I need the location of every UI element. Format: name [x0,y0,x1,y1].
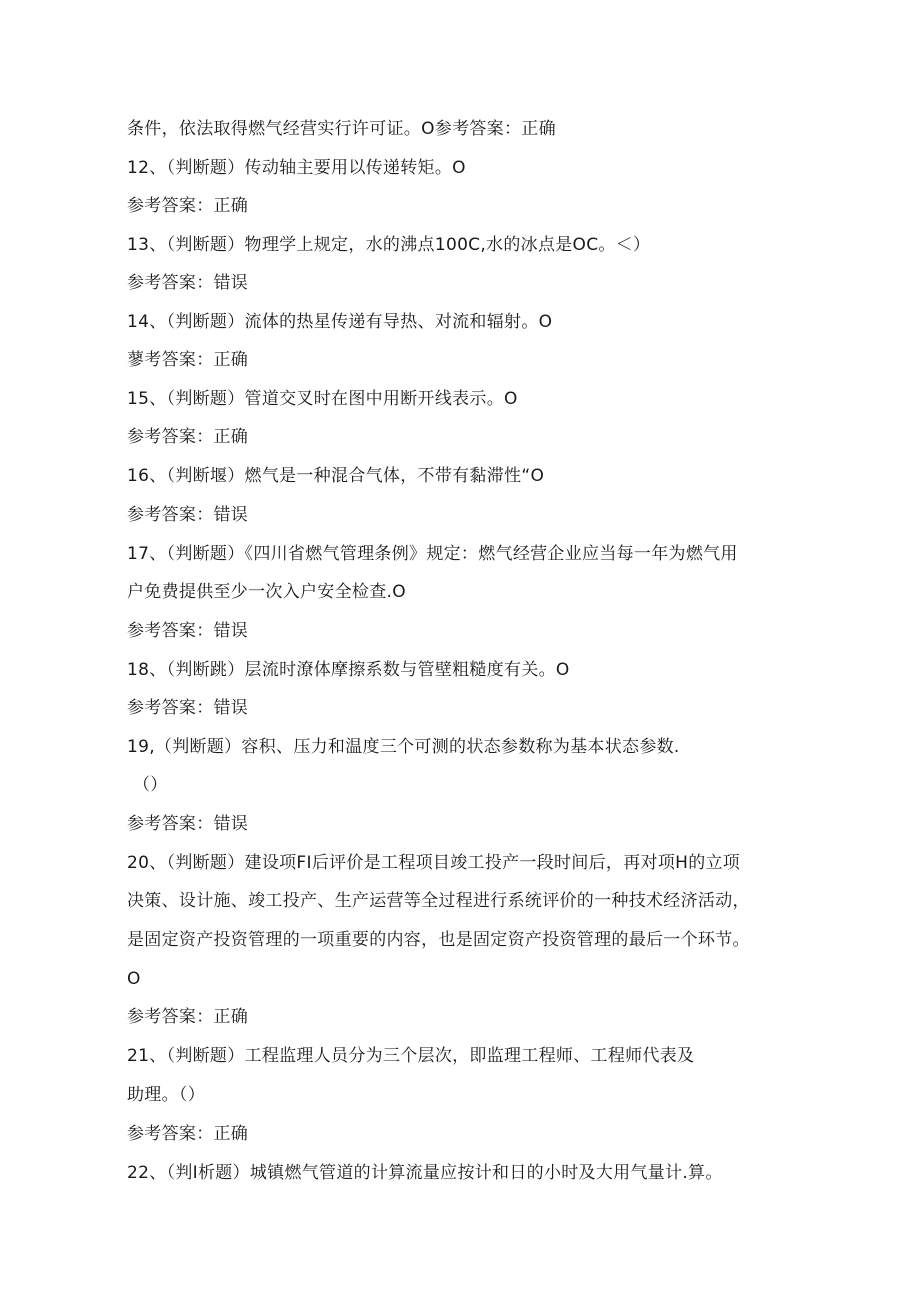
question-20-cont-1: 决策、设计施、竣工投产、生产运营等全过程进行系统评价的一种技术经济活动， [127,891,750,911]
answer-17: 参考答案：错误 [127,621,249,641]
question-17-cont: 户免费提供至少一次入户安全检查.O [127,582,406,602]
question-12: 12、（判断题）传动轴主要用以传递转矩。O [127,158,466,178]
question-16: 16、（判断堰）燃气是一种混合气体，不带有黏滞性“O [127,466,545,486]
answer-16: 参考答案：错误 [127,505,249,525]
question-20-cont-2: 是固定资产投资管理的一项重要的内容，也是固定资产投资管理的最后一个环节。 [127,930,750,950]
text-line: 条件，依法取得燃气经营实行许可证。O参考答案：正确 [127,119,556,139]
answer-19: 参考答案：错误 [127,814,249,834]
question-20: 20、（判断题）建设项FI后评价是工程项目竣工投产一段时间后，再对项H的立项 [127,853,741,873]
question-19-cont: （） [133,775,168,795]
answer-21: 参考答案：正确 [127,1124,249,1144]
question-21-cont: 助理。（） [127,1085,205,1105]
answer-13: 参考答案：错误 [127,273,249,293]
question-18: 18、（判断跳）层流时潦体摩擦系数与管壁粗糙度有关。O [127,660,570,680]
question-20-cont-3: O [127,969,141,989]
question-15: 15、（判断题）管道交叉时在图中用断开线表示。O [127,389,518,409]
answer-12: 参考答案：正确 [127,196,249,216]
question-14: 14、（判断题）流体的热星传递有导热、对流和辐射。O [127,312,553,332]
answer-15: 参考答案：正确 [127,427,249,447]
question-21: 21、（判断题）工程监理人员分为三个层次，即监理工程师、工程师代表及 [127,1046,695,1066]
question-17: 17、（判断题）《四川省燃气管理条例》规定：燃气经营企业应当每一年为燃气用 [127,544,738,564]
answer-14: 蓼考答案：正确 [127,350,249,370]
answer-20: 参考答案：正确 [127,1007,249,1027]
answer-18: 参考答案：错误 [127,698,249,718]
question-22: 22、（判I析题）城镇燃气管道的计算流量应按计和日的小时及大用气量计.算。 [127,1163,723,1183]
question-19: 19,（判断题）容积、压力和温度三个可测的状态参数称为基本状态参数. [127,737,680,757]
question-13: 13、（判断题）物理学上规定，水的沸点100C,水的冰点是OC。＜） [127,235,651,255]
